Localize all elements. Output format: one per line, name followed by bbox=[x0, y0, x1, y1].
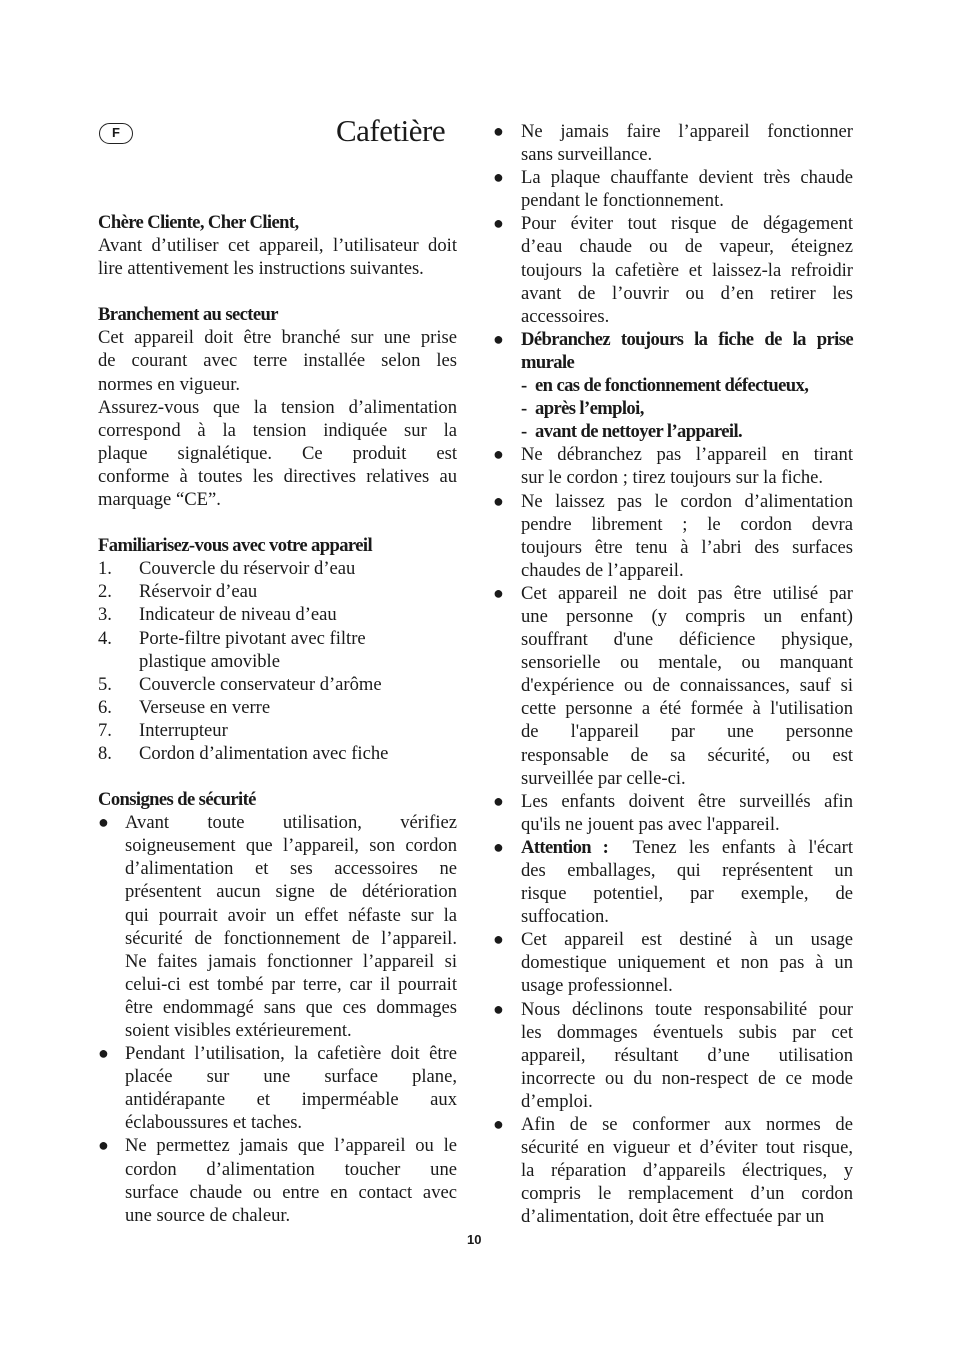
bullet-line: Avant toute utilisation, vérifiez bbox=[125, 812, 457, 834]
section-heading: Branchement au secteur bbox=[98, 304, 278, 326]
bullet-icon: ● bbox=[493, 836, 504, 857]
left-column bbox=[98, 0, 457, 1227]
bullet-item bbox=[493, 998, 853, 1113]
body-line: marquage “CE”. bbox=[98, 489, 221, 511]
greeting-line: lire attentivement les instructions suivantes. bbox=[98, 258, 424, 280]
dash: - bbox=[521, 421, 527, 443]
bullet-icon: ● bbox=[493, 490, 504, 511]
bullet-text bbox=[125, 1042, 457, 1134]
bullet-line: Afin de se conformer aux normes de bbox=[521, 1114, 853, 1136]
bullet-line: avant de l’ouvrir ou d’en retirer les bbox=[521, 282, 853, 304]
bullet-icon: ● bbox=[493, 790, 504, 811]
bullet-line: cette personne a été formée à l'utilisation bbox=[521, 698, 853, 720]
greeting-line: Avant d’utiliser cet appareil, l’utilisateur doit bbox=[98, 235, 457, 257]
bullet-line: Cet appareil est destiné à un usage bbox=[521, 929, 853, 951]
bullet-line: qui pourrait avoir un effet néfaste sur la bbox=[125, 904, 457, 926]
bullet-icon: ● bbox=[98, 1043, 109, 1064]
bullet-line: d’alimentation, doit être effectuée par un bbox=[521, 1206, 825, 1228]
bullet-item bbox=[493, 1113, 853, 1228]
bullet-line: d’eau chaude ou de vapeur, éteignez bbox=[521, 236, 853, 258]
item-number: 6. bbox=[98, 696, 112, 718]
bullet-line: d’emploi. bbox=[521, 1090, 593, 1112]
bullet-icon: ● bbox=[98, 1135, 109, 1156]
bullet-line: d'expérience ou de connaissances, sauf si bbox=[521, 675, 853, 697]
bullet-line: les dommages éventuels subis par cet bbox=[521, 1021, 853, 1043]
item-line: Couvercle du réservoir d’eau bbox=[139, 558, 356, 580]
item-number: 1. bbox=[98, 558, 112, 580]
sub-item-text: avant de nettoyer l’appareil. bbox=[535, 421, 743, 443]
bullet-text bbox=[521, 998, 853, 1113]
bullet-line: soigneusement que l’appareil, son cordon bbox=[125, 835, 457, 857]
sub-item-text: après l’emploi, bbox=[535, 398, 644, 420]
bullet-line: soient visibles extérieurement. bbox=[125, 1020, 352, 1041]
bullet-line: incorrecte ou du non-respect de ce mode bbox=[521, 1067, 853, 1089]
bullet-line: qu'ils ne jouent pas avec l'appareil. bbox=[521, 813, 780, 835]
bullet-line: Ne faites jamais fonctionner l’appareil si bbox=[125, 950, 457, 972]
bullet-line: Ne débranchez pas l’appareil en tirant bbox=[521, 444, 853, 466]
item-text bbox=[139, 696, 270, 719]
bullet-line: chaudes de l’appareil. bbox=[521, 559, 684, 581]
item-number: 3. bbox=[98, 604, 112, 626]
bullet-line: souffrant d'une déficience physique, bbox=[521, 629, 853, 651]
bullet-line: compris le remplacement d’un cordon bbox=[521, 1183, 853, 1205]
bullet-item bbox=[98, 1042, 457, 1134]
item-number: 8. bbox=[98, 742, 112, 764]
bullet-icon: ● bbox=[493, 929, 504, 950]
sub-item bbox=[521, 397, 853, 420]
bullet-text bbox=[521, 166, 853, 212]
page-title: Cafetière bbox=[336, 113, 446, 148]
bullet-text bbox=[521, 582, 853, 790]
bullet-line: usage professionnel. bbox=[521, 975, 673, 997]
bullet-line: Pendant l’utilisation, la cafetière doit être bbox=[125, 1043, 457, 1065]
bullet-line: Ne jamais faire l’appareil fonctionner bbox=[521, 121, 853, 142]
bullet-line: placée sur une surface plane, bbox=[125, 1066, 457, 1088]
item-line: Verseuse en verre bbox=[139, 696, 271, 718]
bullet-line: pendre librement ; le cordon devra bbox=[521, 513, 853, 535]
bullet-icon: ● bbox=[493, 444, 504, 465]
bullet-icon: ● bbox=[493, 167, 504, 188]
bullet-icon: ● bbox=[493, 998, 504, 1019]
bullet-line: sécurité de fonctionnement de l’appareil. bbox=[125, 927, 457, 949]
parts-list-item bbox=[98, 719, 457, 742]
item-line: Indicateur de niveau d’eau bbox=[139, 604, 337, 626]
parts-list-item bbox=[98, 580, 457, 603]
bullet-text bbox=[521, 120, 853, 166]
parts-list-item bbox=[98, 742, 457, 765]
bullet-line: des emballages, qui représentent un bbox=[521, 860, 853, 881]
bullet-text bbox=[521, 790, 853, 836]
bullet-line: Attention : Tenez les enfants à l'écart bbox=[521, 836, 853, 858]
bullet-text bbox=[521, 212, 853, 327]
item-number: 5. bbox=[98, 673, 112, 695]
bullet-line: accessoires. bbox=[521, 305, 610, 327]
bullet-item bbox=[493, 490, 853, 582]
bullet-item bbox=[493, 328, 853, 443]
item-line: Couvercle conservateur d’arôme bbox=[139, 673, 382, 695]
bullet-text bbox=[521, 490, 853, 582]
bullet-line: appareil, résultant d’une utilisation bbox=[521, 1044, 853, 1066]
item-text bbox=[139, 603, 337, 626]
bullet-item bbox=[493, 443, 853, 489]
bullet-line: surface chaude ou entre en contact avec bbox=[125, 1181, 457, 1203]
body-line: Assurez-vous que la tension d’alimentation bbox=[98, 396, 457, 418]
bullet-icon: ● bbox=[493, 213, 504, 234]
item-number: 7. bbox=[98, 719, 112, 741]
bullet-line: d’alimentation et ses accessoires ne bbox=[125, 858, 457, 880]
bullet-icon: ● bbox=[493, 328, 504, 349]
parts-list-item bbox=[98, 557, 457, 580]
body-line: plaque signalétique. Ce produit est bbox=[98, 442, 457, 464]
bullet-item bbox=[493, 836, 853, 928]
bullet-line: une source de chaleur. bbox=[125, 1204, 291, 1226]
body-line: normes en vigueur. bbox=[98, 373, 241, 395]
body-line: Cet appareil doit être branché sur une prise bbox=[98, 327, 457, 349]
bullet-icon: ● bbox=[98, 812, 109, 833]
item-line: Interrupteur bbox=[139, 719, 228, 741]
bullet-line: responsable de sa sécurité, ou est bbox=[521, 744, 853, 766]
bullet-line: celui-ci est tombé par terre, car il pourrait bbox=[125, 973, 457, 995]
body-line: de courant avec terre installée selon les bbox=[98, 350, 457, 372]
right-column bbox=[493, 0, 853, 1229]
bullet-line: Nous déclinons toute responsabilité pour bbox=[521, 998, 853, 1020]
bullet-line: risque potentiel, par exemple, de bbox=[521, 883, 853, 905]
bullet-text bbox=[521, 443, 853, 489]
bullet-line: Ne laissez pas le cordon d’alimentation bbox=[521, 490, 853, 512]
attention-label: Attention : bbox=[521, 836, 609, 858]
bullet-item bbox=[493, 928, 853, 997]
bullet-line: sans surveillance. bbox=[521, 144, 653, 166]
item-line: plastique amovible bbox=[139, 650, 280, 672]
section-heading: Consignes de sécurité bbox=[98, 789, 256, 811]
bullet-text bbox=[521, 836, 853, 928]
bullet-line: Les enfants doivent être surveillés afin bbox=[521, 790, 853, 812]
bullet-line: la réparation d’appareils électriques, y bbox=[521, 1160, 853, 1182]
bullet-icon: ● bbox=[493, 121, 504, 141]
bullet-item bbox=[493, 582, 853, 790]
parts-list-item bbox=[98, 603, 457, 626]
bullet-line: être endommagé sans que ces dommages bbox=[125, 996, 457, 1018]
greeting-heading: Chère Cliente, Cher Client, bbox=[98, 212, 299, 233]
bullet-text bbox=[521, 928, 853, 997]
item-text bbox=[139, 719, 228, 742]
sub-item bbox=[521, 374, 853, 397]
parts-list-item bbox=[98, 696, 457, 719]
bullet-line: sensorielle ou mentale, ou manquant bbox=[521, 652, 853, 674]
bullet-text bbox=[521, 1113, 853, 1228]
item-text bbox=[139, 742, 388, 765]
item-text bbox=[139, 673, 382, 696]
bullet-line: antidérapante et imperméable aux bbox=[125, 1089, 457, 1111]
bullet-line: toujours la cafetière et laissez-la refroidir bbox=[521, 259, 853, 281]
parts-list-item bbox=[98, 627, 457, 673]
bullet-line: suffocation. bbox=[521, 906, 609, 928]
bullet-line: présentent aucun signe de détérioration bbox=[125, 881, 457, 903]
bullet-text bbox=[521, 328, 853, 443]
bullet-item bbox=[493, 790, 853, 836]
item-line: Réservoir d’eau bbox=[139, 581, 258, 603]
bullet-item bbox=[493, 212, 853, 327]
bullet-line: cordon d’alimentation toucher une bbox=[125, 1158, 457, 1180]
sub-item-text: en cas de fonctionnement défectueux, bbox=[535, 375, 809, 397]
bullet-line: domestique uniquement et non pas à un bbox=[521, 952, 853, 974]
bullet-line: éclaboussures et taches. bbox=[125, 1112, 303, 1134]
bullet-icon: ● bbox=[493, 582, 504, 603]
language-badge: F bbox=[99, 123, 133, 144]
bullet-line: de l'appareil par une personne bbox=[521, 721, 853, 743]
item-number: 4. bbox=[98, 627, 112, 649]
item-number: 2. bbox=[98, 581, 112, 603]
item-line: Cordon d’alimentation avec fiche bbox=[139, 742, 389, 764]
page-number: 10 bbox=[467, 1232, 482, 1247]
dash: - bbox=[521, 375, 527, 397]
bullet-line: toujours être tenu à l’abri des surfaces bbox=[521, 536, 853, 558]
bullet-item bbox=[98, 1134, 457, 1226]
section-heading: Familiarisez-vous avec votre appareil bbox=[98, 535, 373, 557]
dash: - bbox=[521, 398, 527, 420]
item-line: Porte-filtre pivotant avec filtre bbox=[139, 627, 366, 649]
item-text bbox=[139, 580, 257, 603]
bullet-item bbox=[493, 166, 853, 212]
sub-item bbox=[521, 420, 853, 443]
item-text bbox=[139, 627, 366, 673]
bullet-line: Débranchez toujours la fiche de la prise bbox=[521, 328, 853, 350]
bullet-item bbox=[493, 120, 853, 166]
bullet-line: La plaque chauffante devient très chaude bbox=[521, 167, 853, 189]
body-line: conforme à toutes les directives relatives au bbox=[98, 465, 457, 487]
bullet-line: Ne permettez jamais que l’appareil ou le bbox=[125, 1135, 457, 1157]
item-text bbox=[139, 557, 355, 580]
bullet-text bbox=[125, 1134, 457, 1226]
bullet-text bbox=[125, 811, 457, 1042]
bullet-icon: ● bbox=[493, 1114, 504, 1135]
bullet-line: sur le cordon ; tirez toujours sur la fiche. bbox=[521, 467, 824, 489]
parts-list-item bbox=[98, 673, 457, 696]
bullet-line: Pour éviter tout risque de dégagement bbox=[521, 213, 853, 235]
bullet-line: sécurité en vigueur et d’éviter tout risque, bbox=[521, 1137, 853, 1159]
bullet-line: une personne (y compris un enfant) bbox=[521, 605, 853, 627]
bullet-item bbox=[98, 811, 457, 1042]
bullet-line: surveillée par celle-ci. bbox=[521, 767, 686, 789]
bullet-line: pendant le fonctionnement. bbox=[521, 190, 724, 212]
bullet-line: murale bbox=[521, 351, 575, 373]
body-line: correspond à la tension indiquée sur la bbox=[98, 419, 457, 441]
bullet-line: Cet appareil ne doit pas être utilisé par bbox=[521, 582, 853, 604]
